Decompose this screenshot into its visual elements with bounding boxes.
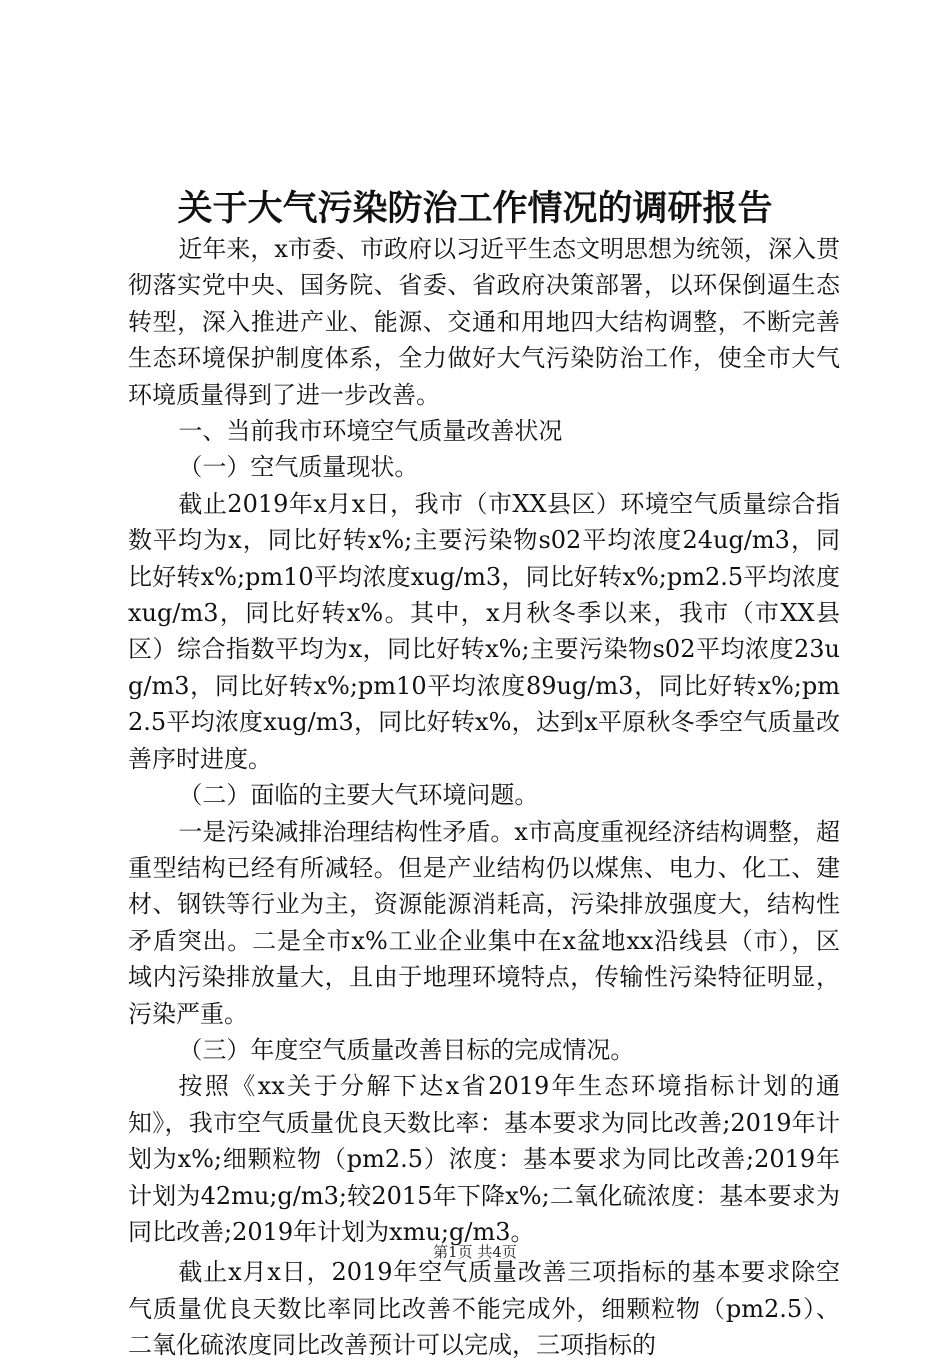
document-body — [128, 231, 840, 1364]
paragraph-main-problems: 一是污染减排治理结构性矛盾。x市高度重视经济结构调整，超重型结构已经有所减轻。但是产业结构仍以煤焦、电力、化工、建材、钢铁等行业为主，资源能源消耗高，污染排放强度大，结构性矛盾突出。二是全市x%工业企业集中在x盆地xx沿线县（市），区域内污染排放量大，且由于地理环境特点，传输性污染特征明显，污染严重。 — [128, 817, 840, 1028]
paragraph-intro: 近年来，x市委、市政府以习近平生态文明思想为统领，深入贯彻落实党中央、国务院、省委、省政府决策部署，以环保倒逼生态转型，深入推进产业、能源、交通和用地四大结构调整，不断完善生态环境保护制度体系，全力做好大气污染防治工作，使全市大气环境质量得到了进一步改善。 — [128, 235, 840, 409]
page-title: 关于大气污染防治工作情况的调研报告 — [177, 188, 773, 229]
subsection-heading-2: （二）面临的主要大气环境问题。 — [178, 781, 539, 810]
page-footer: 第1页 共4页 — [433, 1243, 517, 1261]
section-heading-1: 一、当前我市环境空气质量改善状况 — [178, 417, 563, 446]
paragraph-targets: 按照《xx关于分解下达x省2019年生态环境指标计划的通知》，我市空气质量优良天数比率：基本要求为同比改善;2019年计划为x%;细颗粒物（pm2.5）浓度：基本要求为同比改善;2019年计划为42mu;g/m3;较2015年下降x%;二氧化硫浓度：基本要求为同比改善;2019年计划为xmu;g/m3。 — [128, 1072, 840, 1246]
subsection-heading-3: （三）年度空气质量改善目标的完成情况。 — [178, 1035, 635, 1064]
paragraph-completion: 截止x月x日，2019年空气质量改善三项指标的基本要求除空气质量优良天数比率同比改善不能完成外，细颗粒物（pm2.5）、二氧化硫浓度同比改善预计可以完成，三项指标的 — [128, 1258, 840, 1360]
paragraph-air-quality-status: 截止2019年x月x日，我市（市XX县区）环境空气质量综合指数平均为x，同比好转x%;主要污染物s02平均浓度24ug/m3，同比好转x%;pm10平均浓度xug/m3，同比好转x%;pm2.5平均浓度xug/m3，同比好转x%。其中，x月秋冬季以来，我市（市XX县区）综合指数平均为x，同比好转x%;主要污染物s02平均浓度23ug/m3，同比好转x%;pm10平均浓度89ug/m3，同比好转x%;pm2.5平均浓度xug/m3，同比好转x%，达到x平原秋冬季空气质量改善序时进度。 — [128, 489, 840, 773]
subsection-heading-1: （一）空气质量现状。 — [178, 453, 419, 482]
